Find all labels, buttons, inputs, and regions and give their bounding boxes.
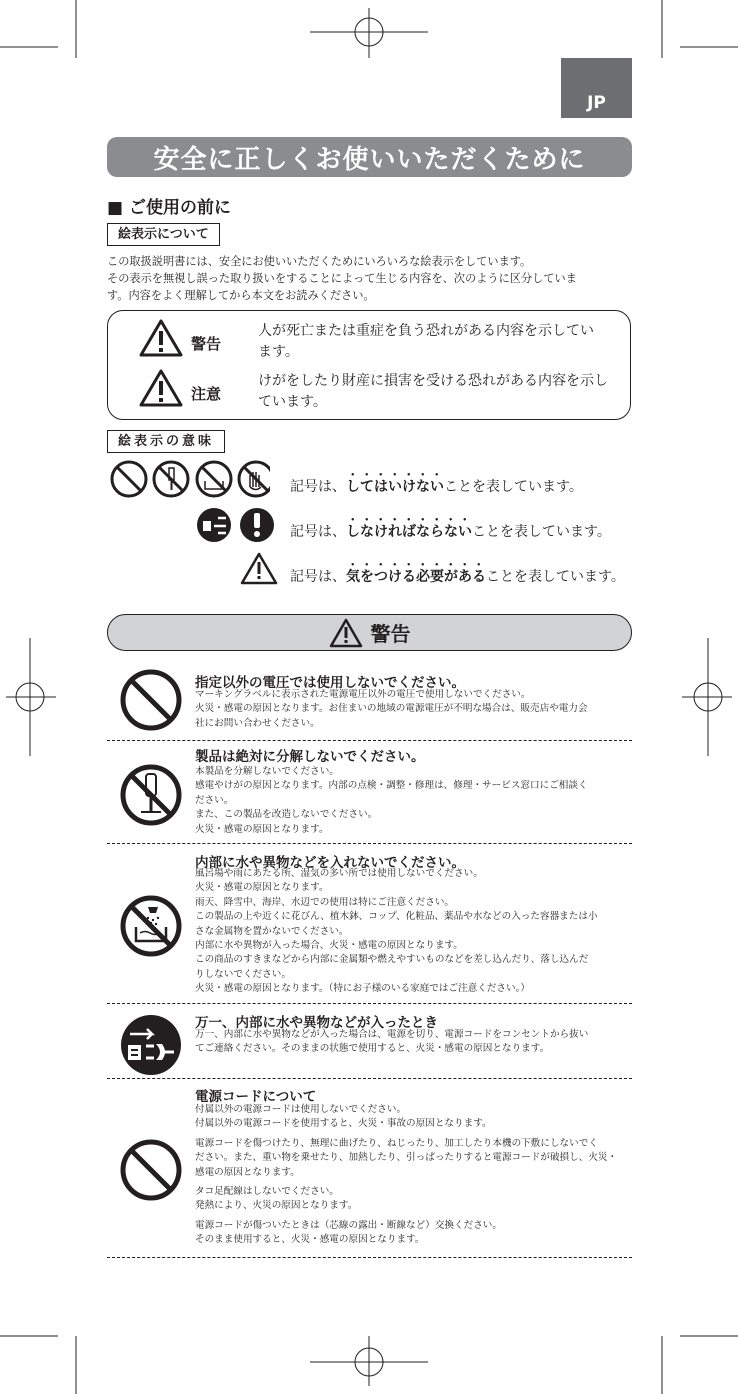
body-line: 火災・感電の原因となります。	[195, 823, 329, 835]
mandatory-icon	[240, 508, 274, 542]
pictogram-label: 絵表示について	[107, 223, 220, 246]
unplug-icon	[197, 508, 231, 542]
unplug-icon	[118, 1012, 184, 1078]
body-line: 電源コードを傷つけたり、無理に曲げたり、ねじったり、加工したり本機の下敷にしないでく	[195, 1137, 598, 1149]
level-desc-line: ます。	[258, 344, 299, 360]
body-line: マーキングラベルに表示された電源電圧以外の電圧で使用しないでください。	[195, 689, 531, 700]
level-desc-line: ています。	[258, 394, 327, 410]
symbols-label: 絵表示の意味	[107, 430, 225, 453]
intro-line: す。内容をよく理解してから本文をお読みください。	[107, 289, 375, 302]
symbol-meaning-mandatory	[290, 516, 611, 541]
body-line: 感電の原因となります。	[195, 1166, 300, 1178]
body-line: この商品のすきまなどから内部に金属類や燃えやすいものなどを差し込んだり、落し込んだ	[195, 954, 589, 966]
warning-item-title: 電源コードについて	[195, 1089, 317, 1105]
prohibited-icon	[118, 667, 184, 733]
item-divider	[107, 740, 632, 741]
body-line: そのまま使用すると、火災・感電の原因となります。	[195, 1234, 425, 1246]
body-line: 電源コードが傷ついたときは（芯線の露出・断線など）交換ください。	[195, 1219, 502, 1231]
symbol-prefix: 記号は、	[290, 524, 346, 540]
page-title: 安全に正しくお使いいただくために	[107, 137, 632, 177]
symbol-suffix: ことを表しています。	[486, 569, 625, 585]
level-label-warning: 警告	[191, 335, 222, 353]
symbol-suffix: ことを表しています。	[472, 524, 611, 540]
language-label: JP	[587, 93, 606, 113]
warning-item-body	[195, 688, 630, 731]
item-divider	[107, 1003, 632, 1004]
body-line: 風呂場や雨にあたる所、湿気の多い所では使用しないでください。	[195, 868, 483, 879]
body-line: 感電やけがの原因となります。内部の点検・調整・修理は、修理・サービス窓口にご相談く	[195, 780, 588, 792]
language-tab	[561, 58, 632, 118]
symbol-emphasis: してはいけない	[346, 479, 444, 495]
no-disassembly-icon	[154, 462, 188, 496]
mandatory-icons-row	[196, 505, 276, 545]
body-line: ださい。また、重い物を乗せたり、加熱したり、引っぱったりすると電源コードが破損し、火災・	[195, 1152, 618, 1164]
warning-item-body	[195, 1028, 630, 1057]
caution-triangle-icon	[138, 368, 184, 408]
no-disassembly-icon	[118, 762, 184, 828]
warning-item-title: 製品は絶対に分解しないでください。	[195, 749, 425, 765]
intro-text	[107, 253, 634, 304]
body-line: 付属以外の電源コードは使用しないでください。	[195, 1104, 407, 1115]
level-desc-line: 人が死亡または重症を負う恐れがある内容を示してい	[258, 323, 594, 339]
body-line: 雨天、降雪中、海岸、水辺での使用は特にご注意ください。	[195, 896, 455, 908]
body-line: 火災・感電の原因となります。お住まいの地域の電源電圧が不明な場合は、販売店や電力会	[195, 703, 588, 715]
body-line: 本製品を分解しないでください。	[195, 766, 339, 777]
body-line: ださい。	[195, 794, 234, 806]
level-desc-warning	[258, 321, 624, 363]
intro-line: この取扱説明書には、安全にお使いいただくためにいろいろな絵表示をしています。	[107, 255, 532, 268]
item-divider	[107, 1078, 632, 1079]
symbol-meaning-caution	[290, 561, 625, 586]
level-desc-line: けがをしたり財産に損害を受ける恐れがある内容を示し	[258, 373, 608, 389]
warning-item-title: 万一、内部に水や異物などが入ったとき	[195, 1015, 438, 1031]
item-divider	[107, 1257, 632, 1258]
warning-triangle-icon	[138, 318, 184, 358]
body-line: この製品の上や近くに花びん、植木鉢、コップ、化粧品、薬品や水などの入った容器または小	[195, 911, 598, 923]
section-heading-before-use: ■ ご使用の前に	[107, 198, 231, 218]
body-line: てご連絡ください。そのままの状態で使用すると、火災・感電の原因となります。	[195, 1043, 550, 1055]
warning-item-body	[195, 1103, 630, 1248]
body-line: また、この製品を改造しないでください。	[195, 809, 378, 821]
no-water-icon	[118, 893, 184, 959]
no-touch-icon	[239, 462, 270, 496]
caution-triangle-icon	[239, 551, 279, 586]
body-line: 発熱により、火災の原因となります。	[195, 1200, 358, 1212]
body-line: 付属以外の電源コードを使用すると、火災・事故の原因となります。	[195, 1118, 492, 1130]
symbol-prefix: 記号は、	[290, 479, 346, 495]
item-divider	[107, 843, 632, 844]
body-line: りしないでください。	[195, 968, 291, 980]
symbol-meaning-prohibited	[290, 471, 583, 496]
body-line: さな金属物を置かないでください。	[195, 925, 349, 937]
warning-section-header	[107, 614, 632, 651]
intro-line: その表示を無視し誤った取り扱いをすることによって生じる内容を、次のように区分していま	[107, 272, 577, 285]
symbol-emphasis: 気をつける必要がある	[346, 569, 486, 585]
warning-item-body	[195, 867, 630, 997]
symbol-suffix: ことを表しています。	[444, 479, 583, 495]
body-line: 万一、内部に水や異物などが入った場合は、電源を切り、電源コードをコンセントから抜い	[195, 1029, 589, 1040]
body-line: 火災・感電の原因となります。	[195, 882, 329, 894]
level-desc-caution	[258, 371, 624, 413]
symbol-emphasis: しなければならない	[346, 524, 472, 540]
level-label-caution: 注意	[191, 385, 222, 403]
warning-triangle-icon	[329, 618, 363, 648]
warning-item-body	[195, 765, 630, 837]
prohibited-icon	[118, 1137, 184, 1203]
prohibition-icons-row	[110, 459, 270, 499]
symbol-prefix: 記号は、	[290, 569, 346, 585]
no-water-icon	[197, 462, 231, 496]
body-line: 内部に水や異物が入った場合、火災・感電の原因となります。	[195, 940, 463, 952]
prohibited-icon	[112, 462, 146, 496]
body-line: 火災・感電の原因となります。（特にお子様のいる家庭ではご注意ください。）	[195, 983, 531, 995]
body-line: 社にお問い合わせください。	[195, 717, 320, 729]
body-line: タコ足配線はしないでください。	[195, 1186, 339, 1198]
warning-item-title: 指定以外の電圧では使用しないでください。	[195, 675, 465, 691]
warning-section-label: 警告	[370, 622, 411, 646]
warning-item-title: 内部に水や異物などを入れないでください。	[195, 855, 465, 871]
